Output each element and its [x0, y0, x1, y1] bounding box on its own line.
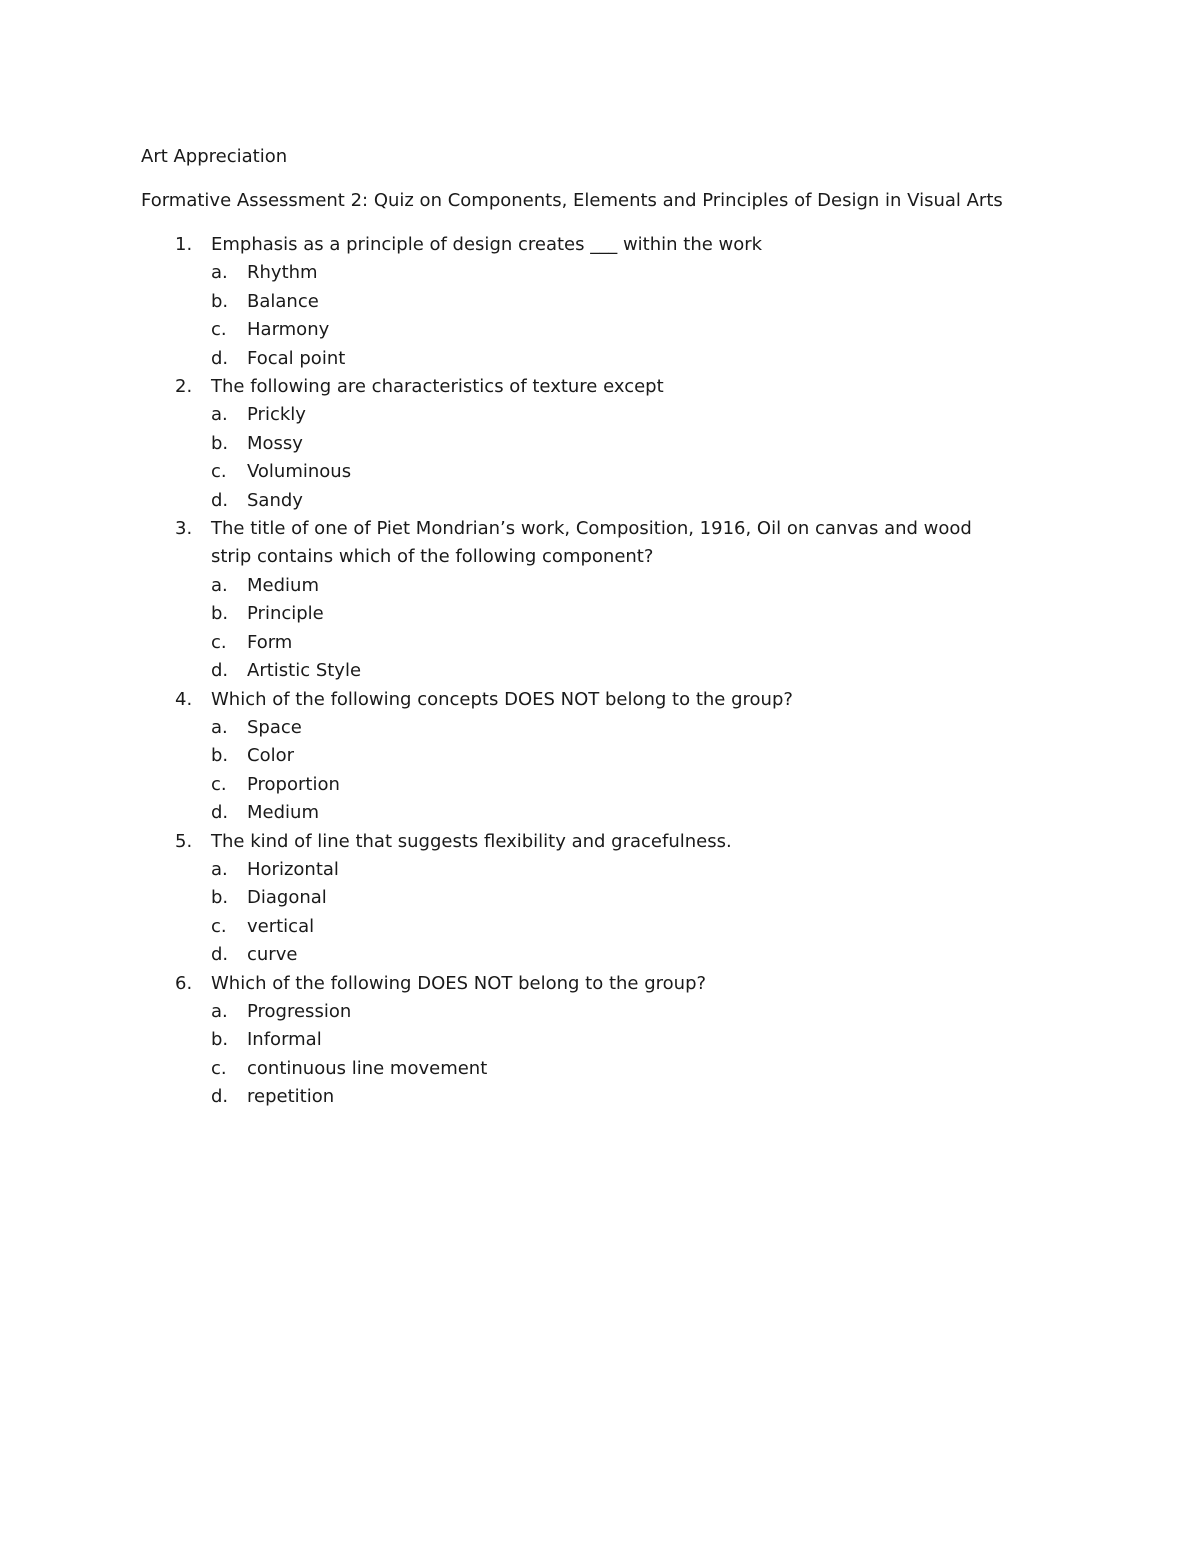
- option-c: [211, 771, 1041, 799]
- option-list: [211, 572, 1041, 686]
- option-text: Diagonal: [247, 887, 327, 909]
- question-number: 5.: [175, 830, 193, 852]
- course-title: Art Appreciation: [141, 146, 288, 167]
- question-number: 1.: [175, 234, 193, 255]
- option-text: Progression: [247, 1000, 352, 1022]
- option-text: Medium: [247, 574, 319, 596]
- option-text: Color: [247, 745, 294, 767]
- question-number: 6.: [175, 972, 193, 994]
- option-letter: c.: [211, 773, 227, 795]
- option-text: Principle: [247, 603, 324, 625]
- option-text: Rhythm: [247, 262, 318, 284]
- option-letter: d.: [211, 489, 229, 511]
- option-letter: b.: [211, 432, 229, 454]
- option-b: [211, 1026, 1041, 1054]
- option-list: [211, 856, 1041, 970]
- option-text: curve: [247, 944, 298, 966]
- option-letter: c.: [211, 319, 227, 341]
- option-b: [211, 884, 1041, 912]
- option-text: Balance: [247, 290, 319, 312]
- option-a: [211, 259, 1041, 287]
- option-text: Harmony: [247, 319, 330, 341]
- option-a: [211, 998, 1041, 1026]
- option-d: [211, 487, 1041, 515]
- option-letter: c.: [211, 461, 227, 483]
- option-b: [211, 742, 1041, 770]
- option-text: Horizontal: [247, 858, 339, 880]
- option-letter: a.: [211, 574, 228, 596]
- option-letter: d.: [211, 1086, 229, 1108]
- option-text: repetition: [247, 1086, 335, 1108]
- option-c: [211, 913, 1041, 941]
- option-text: vertical: [247, 915, 315, 937]
- option-list: [211, 401, 1041, 515]
- option-text: Form: [247, 631, 293, 653]
- option-b: [211, 600, 1041, 628]
- question-3: [141, 515, 1041, 685]
- question-2: [141, 373, 1041, 515]
- option-text: Artistic Style: [247, 660, 362, 682]
- option-letter: c.: [211, 631, 227, 653]
- question-5: [141, 828, 1041, 970]
- option-list: [211, 998, 1041, 1112]
- option-list: [211, 714, 1041, 828]
- option-letter: a.: [211, 1000, 228, 1022]
- option-d: [211, 1083, 1041, 1111]
- option-c: [211, 629, 1041, 657]
- option-letter: a.: [211, 404, 228, 426]
- question-text: The kind of line that suggests flexibility and gracefulness.: [211, 830, 732, 852]
- option-text: Medium: [247, 802, 319, 824]
- option-a: [211, 714, 1041, 742]
- document-body: [141, 143, 1041, 1112]
- option-d: [211, 941, 1041, 969]
- option-letter: b.: [211, 290, 229, 312]
- question-4: [141, 686, 1041, 828]
- question-number: 3.: [175, 518, 193, 540]
- option-text: Informal: [247, 1029, 322, 1051]
- question-number: 4.: [175, 688, 193, 710]
- option-text: Voluminous: [247, 461, 352, 483]
- question-text: The following are characteristics of texture except: [211, 376, 664, 398]
- option-letter: a.: [211, 716, 228, 738]
- option-d: [211, 345, 1041, 373]
- option-letter: c.: [211, 915, 227, 937]
- question-number: 2.: [175, 376, 193, 398]
- assessment-title: Formative Assessment 2: Quiz on Components, Elements and Principles of Design in Visual Arts: [141, 190, 1003, 211]
- question-text: Which of the following DOES NOT belong to the group?: [211, 972, 707, 994]
- option-text: Proportion: [247, 773, 340, 795]
- option-a: [211, 401, 1041, 429]
- option-c: [211, 1055, 1041, 1083]
- option-a: [211, 856, 1041, 884]
- option-letter: d.: [211, 347, 229, 369]
- question-1: [141, 231, 1041, 373]
- option-letter: d.: [211, 944, 229, 966]
- option-b: [211, 288, 1041, 316]
- option-letter: a.: [211, 262, 228, 284]
- option-letter: c.: [211, 1057, 227, 1079]
- option-text: Focal point: [247, 347, 346, 369]
- option-text: continuous line movement: [247, 1057, 488, 1079]
- option-b: [211, 430, 1041, 458]
- question-text: The title of one of Piet Mondrian’s work, Composition, 1916, Oil on canvas and wood strip contains which of the following component?: [211, 518, 972, 568]
- option-letter: b.: [211, 745, 229, 767]
- option-letter: d.: [211, 660, 229, 682]
- option-text: Mossy: [247, 432, 303, 454]
- option-a: [211, 572, 1041, 600]
- option-letter: b.: [211, 887, 229, 909]
- option-text: Space: [247, 716, 302, 738]
- question-text: Emphasis as a principle of design creates ___ within the work: [211, 234, 763, 255]
- option-letter: b.: [211, 1029, 229, 1051]
- option-c: [211, 316, 1041, 344]
- option-text: Prickly: [247, 404, 306, 426]
- question-text: Which of the following concepts DOES NOT belong to the group?: [211, 688, 793, 710]
- option-letter: d.: [211, 802, 229, 824]
- question-list: [141, 231, 1041, 1112]
- option-c: [211, 458, 1041, 486]
- option-list: [211, 259, 1041, 373]
- option-d: [211, 657, 1041, 685]
- option-letter: b.: [211, 603, 229, 625]
- question-6: [141, 970, 1041, 1112]
- option-letter: a.: [211, 858, 228, 880]
- option-text: Sandy: [247, 489, 303, 511]
- option-d: [211, 799, 1041, 827]
